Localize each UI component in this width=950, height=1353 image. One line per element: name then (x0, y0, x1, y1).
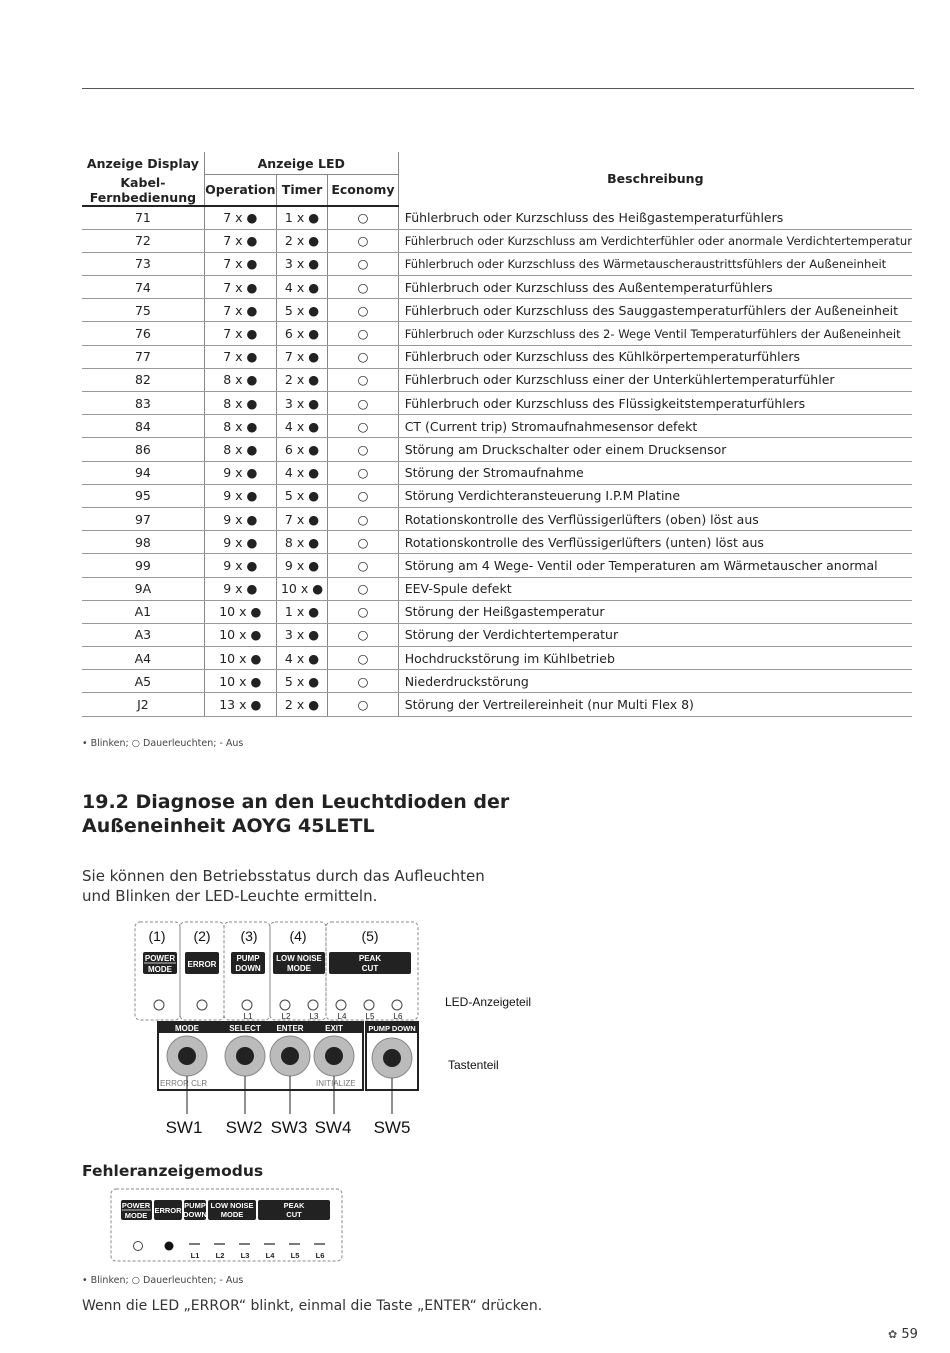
error-description: CT (Current trip) Stromaufnahmesensor defekt (398, 415, 912, 438)
table-row (82, 507, 912, 530)
svg-text:ERROR: ERROR (187, 960, 217, 969)
error-code: A3 (82, 623, 204, 646)
economy-led: ○ (328, 484, 398, 507)
led-section-label: LED-Anzeigeteil (445, 995, 532, 1009)
table-row (82, 345, 912, 368)
economy-led: ○ (328, 368, 398, 391)
error-mode-diagram (110, 1188, 346, 1264)
error-code: 99 (82, 554, 204, 577)
svg-text:EXIT: EXIT (325, 1024, 343, 1033)
error-description: Fühlerbruch oder Kurzschluss am Verdichterfühler oder anormale Verdichtertemperatur (398, 229, 912, 252)
table-row (82, 531, 912, 554)
timer-led: 10 x ● (276, 577, 327, 600)
svg-text:PUMP: PUMP (236, 954, 260, 963)
col-header-remote: Kabel-Fernbedienung (82, 175, 204, 206)
sw1-label: SW1 (165, 1118, 203, 1137)
economy-led: ○ (328, 438, 398, 461)
section-title: 19.2 Diagnose an den Leuchtdioden der Außeneinheit AOYG 45LETL (82, 791, 510, 837)
svg-text:L6: L6 (315, 1251, 325, 1260)
economy-led: ○ (328, 252, 398, 275)
timer-led: 1 x ● (276, 206, 327, 230)
economy-led: ○ (328, 554, 398, 577)
group-label-1: (1) (148, 928, 166, 944)
error-code: 83 (82, 392, 204, 415)
button-section-label: Tastenteil (448, 1058, 499, 1072)
economy-led: ○ (328, 577, 398, 600)
svg-text:L1: L1 (190, 1251, 200, 1260)
svg-text:POWER: POWER (144, 954, 176, 963)
economy-led: ○ (328, 531, 398, 554)
timer-led: 6 x ● (276, 438, 327, 461)
table-row (82, 554, 912, 577)
instruction-text: Wenn die LED „ERROR“ blinkt, einmal die Taste „ENTER“ drücken. (82, 1298, 543, 1314)
economy-led: ○ (328, 670, 398, 693)
svg-text:MODE: MODE (175, 1024, 199, 1033)
operation-led: 7 x ● (204, 206, 276, 230)
error-code-table (82, 152, 912, 717)
svg-text:CUT: CUT (286, 1210, 302, 1219)
error-description: Fühlerbruch oder Kurzschluss des Sauggastemperaturfühlers der Außeneinheit (398, 299, 912, 322)
economy-led: ○ (328, 693, 398, 716)
table-row (82, 415, 912, 438)
operation-led: 9 x ● (204, 531, 276, 554)
error-description: Fühlerbruch oder Kurzschluss des 2- Wege Ventil Temperaturfühlers der Außeneinheit (398, 322, 912, 345)
error-code: A5 (82, 670, 204, 693)
operation-led: 8 x ● (204, 368, 276, 391)
svg-text:DOWN: DOWN (183, 1210, 207, 1219)
table-row (82, 438, 912, 461)
table-row (82, 276, 912, 299)
svg-text:LOW NOISE: LOW NOISE (276, 954, 322, 963)
timer-led: 3 x ● (276, 623, 327, 646)
svg-text:POWER: POWER (121, 1201, 151, 1210)
timer-led: 5 x ● (276, 299, 327, 322)
timer-led: 5 x ● (276, 670, 327, 693)
table-body (82, 206, 912, 717)
led-power-mode (154, 1000, 164, 1010)
svg-text:L2: L2 (281, 1012, 291, 1021)
economy-led: ○ (328, 392, 398, 415)
group-label-4: (4) (289, 928, 307, 944)
operation-led: 7 x ● (204, 322, 276, 345)
timer-led: 9 x ● (276, 554, 327, 577)
timer-led: 2 x ● (276, 693, 327, 716)
operation-led: 8 x ● (204, 392, 276, 415)
error-description: Störung am Druckschalter oder einem Drucksensor (398, 438, 912, 461)
svg-text:ERROR CLR: ERROR CLR (160, 1079, 208, 1088)
operation-led: 7 x ● (204, 276, 276, 299)
operation-led: 9 x ● (204, 554, 276, 577)
economy-led: ○ (328, 345, 398, 368)
svg-text:SELECT: SELECT (229, 1024, 261, 1033)
table-row (82, 600, 912, 623)
error-code: 74 (82, 276, 204, 299)
svg-text:MODE: MODE (220, 1210, 244, 1219)
error-description: Hochdruckstörung im Kühlbetrieb (398, 647, 912, 670)
error-code: 86 (82, 438, 204, 461)
col-header-description: Beschreibung (607, 171, 704, 187)
led-error (197, 1000, 207, 1010)
sw5-label: SW5 (373, 1118, 411, 1137)
timer-led: 7 x ● (276, 507, 327, 530)
svg-text:PUMP: PUMP (184, 1201, 206, 1210)
table-row (82, 670, 912, 693)
error-code: 97 (82, 507, 204, 530)
col-header-led: Anzeige LED (204, 152, 398, 175)
group-label-5: (5) (361, 928, 379, 944)
operation-led: 10 x ● (204, 647, 276, 670)
table-row (82, 461, 912, 484)
led-l5 (364, 1000, 374, 1010)
table-row (82, 252, 912, 275)
svg-text:L4: L4 (337, 1012, 347, 1021)
sw2-label: SW2 (225, 1118, 263, 1137)
economy-led: ○ (328, 507, 398, 530)
error-code: 72 (82, 229, 204, 252)
operation-led: 9 x ● (204, 577, 276, 600)
section-intro: Sie können den Betriebsstatus durch das Aufleuchten und Blinken der LED-Leuchte ermitteln. (82, 867, 485, 905)
page-number: ✿ 59 (888, 1327, 918, 1342)
timer-led: 1 x ● (276, 600, 327, 623)
sw3-label: SW3 (270, 1118, 308, 1137)
error-code: 82 (82, 368, 204, 391)
error-description: Fühlerbruch oder Kurzschluss des Außentemperaturfühlers (398, 276, 912, 299)
error-description: Störung der Verdichtertemperatur (398, 623, 912, 646)
led-l6 (392, 1000, 402, 1010)
operation-led: 10 x ● (204, 600, 276, 623)
svg-text:L6: L6 (393, 1012, 403, 1021)
error-mode-led-error (165, 1242, 174, 1251)
legend-top: • Blinken; ○ Dauerleuchten; - Aus (82, 738, 244, 749)
svg-text:INITIALIZE: INITIALIZE (316, 1079, 356, 1088)
error-code: A4 (82, 647, 204, 670)
svg-text:L3: L3 (309, 1012, 319, 1021)
error-code: 98 (82, 531, 204, 554)
timer-led: 4 x ● (276, 461, 327, 484)
svg-text:ENTER: ENTER (276, 1024, 304, 1033)
timer-led: 6 x ● (276, 322, 327, 345)
error-description: Fühlerbruch oder Kurzschluss des Flüssigkeitstemperaturfühlers (398, 392, 912, 415)
operation-led: 7 x ● (204, 252, 276, 275)
economy-led: ○ (328, 229, 398, 252)
operation-led: 10 x ● (204, 623, 276, 646)
table-row (82, 206, 912, 230)
error-code: J2 (82, 693, 204, 716)
table-row (82, 693, 912, 716)
error-description: Fühlerbruch oder Kurzschluss des Heißgastemperaturfühlers (398, 206, 912, 230)
group-label-3: (3) (240, 928, 258, 944)
table-row (82, 623, 912, 646)
error-code: 75 (82, 299, 204, 322)
error-description: Fühlerbruch oder Kurzschluss einer der Unterkühlertemperaturfühler (398, 368, 912, 391)
svg-text:L1: L1 (243, 1012, 253, 1021)
timer-led: 7 x ● (276, 345, 327, 368)
svg-text:MODE: MODE (124, 1211, 148, 1220)
col-header-operation: Operation (204, 175, 276, 206)
error-description: Störung Verdichteransteuerung I.P.M Platine (398, 484, 912, 507)
economy-led: ○ (328, 276, 398, 299)
table-row (82, 392, 912, 415)
operation-led: 7 x ● (204, 229, 276, 252)
led-l4 (336, 1000, 346, 1010)
legend-bottom: • Blinken; ○ Dauerleuchten; - Aus (82, 1275, 244, 1286)
operation-led: 13 x ● (204, 693, 276, 716)
svg-text:ERROR: ERROR (154, 1206, 182, 1215)
error-code: 94 (82, 461, 204, 484)
table-row (82, 484, 912, 507)
timer-led: 8 x ● (276, 531, 327, 554)
error-description: Fühlerbruch oder Kurzschluss des Wärmetauscheraustrittsfühlers der Außeneinheit (398, 252, 912, 275)
error-description: Rotationskontrolle des Verflüssigerlüfters (oben) löst aus (398, 507, 912, 530)
svg-text:MODE: MODE (287, 964, 311, 973)
table-row (82, 299, 912, 322)
error-description: Störung der Vertreilereinheit (nur Multi Flex 8) (398, 693, 912, 716)
led-l2 (280, 1000, 290, 1010)
led-panel-diagram (130, 918, 530, 1140)
operation-led: 8 x ● (204, 415, 276, 438)
timer-led: 4 x ● (276, 415, 327, 438)
error-code: 71 (82, 206, 204, 230)
economy-led: ○ (328, 206, 398, 230)
error-code: 73 (82, 252, 204, 275)
table-row (82, 322, 912, 345)
svg-text:L5: L5 (290, 1251, 300, 1260)
timer-led: 4 x ● (276, 276, 327, 299)
economy-led: ○ (328, 415, 398, 438)
led-l1 (242, 1000, 252, 1010)
error-description: Fühlerbruch oder Kurzschluss des Kühlkörpertemperaturfühlers (398, 345, 912, 368)
operation-led: 7 x ● (204, 345, 276, 368)
error-mode-led-power (134, 1242, 143, 1251)
col-header-timer: Timer (276, 175, 327, 206)
error-code: 76 (82, 322, 204, 345)
svg-text:LOW NOISE: LOW NOISE (210, 1201, 254, 1210)
led-l3 (308, 1000, 318, 1010)
error-description: Störung der Heißgastemperatur (398, 600, 912, 623)
leaf-icon: ✿ (888, 1328, 898, 1341)
error-description: Rotationskontrolle des Verflüssigerlüfters (unten) löst aus (398, 531, 912, 554)
operation-led: 9 x ● (204, 461, 276, 484)
operation-led: 7 x ● (204, 299, 276, 322)
timer-led: 3 x ● (276, 252, 327, 275)
timer-led: 4 x ● (276, 647, 327, 670)
table-row (82, 577, 912, 600)
error-description: Störung der Stromaufnahme (398, 461, 912, 484)
table-row (82, 647, 912, 670)
svg-text:L3: L3 (240, 1251, 250, 1260)
svg-text:L5: L5 (365, 1012, 375, 1021)
economy-led: ○ (328, 322, 398, 345)
operation-led: 10 x ● (204, 670, 276, 693)
svg-text:PEAK: PEAK (358, 954, 382, 963)
group-label-2: (2) (193, 928, 211, 944)
svg-text:CUT: CUT (361, 964, 379, 973)
svg-text:DOWN: DOWN (235, 964, 261, 973)
header-rule (82, 88, 914, 89)
timer-led: 2 x ● (276, 368, 327, 391)
error-code: 84 (82, 415, 204, 438)
error-description: EEV-Spule defekt (398, 577, 912, 600)
error-code: 77 (82, 345, 204, 368)
timer-led: 5 x ● (276, 484, 327, 507)
svg-text:MODE: MODE (148, 965, 172, 974)
operation-led: 9 x ● (204, 484, 276, 507)
table-row (82, 229, 912, 252)
operation-led: 9 x ● (204, 507, 276, 530)
svg-text:L2: L2 (215, 1251, 225, 1260)
svg-text:PUMP DOWN: PUMP DOWN (368, 1024, 416, 1033)
col-header-display: Anzeige Display (82, 152, 204, 175)
error-code: A1 (82, 600, 204, 623)
sw4-label: SW4 (314, 1118, 352, 1137)
economy-led: ○ (328, 461, 398, 484)
economy-led: ○ (328, 600, 398, 623)
table-row (82, 368, 912, 391)
error-code: 9A (82, 577, 204, 600)
error-mode-title: Fehleranzeigemodus (82, 1162, 264, 1180)
error-description: Störung am 4 Wege- Ventil oder Temperaturen am Wärmetauscher anormal (398, 554, 912, 577)
error-description: Niederdruckstörung (398, 670, 912, 693)
timer-led: 2 x ● (276, 229, 327, 252)
operation-led: 8 x ● (204, 438, 276, 461)
svg-text:PEAK: PEAK (283, 1201, 305, 1210)
error-code: 95 (82, 484, 204, 507)
svg-text:L4: L4 (265, 1251, 275, 1260)
economy-led: ○ (328, 647, 398, 670)
economy-led: ○ (328, 299, 398, 322)
col-header-economy: Economy (328, 175, 398, 206)
economy-led: ○ (328, 623, 398, 646)
timer-led: 3 x ● (276, 392, 327, 415)
